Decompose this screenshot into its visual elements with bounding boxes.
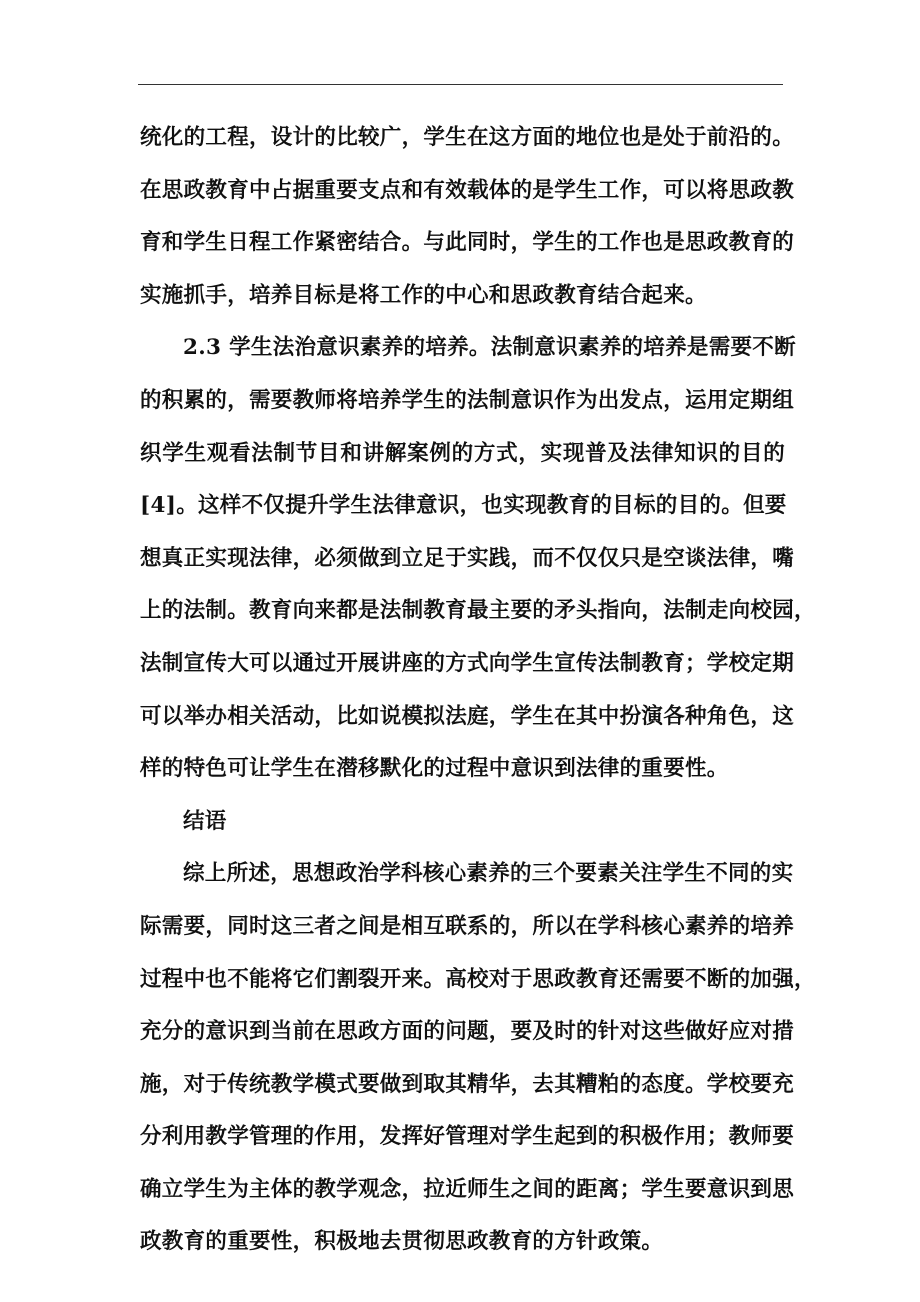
text-line: 施，对于传统教学模式要做到取其精华，去其糟粕的态度。学校要充: [140, 1071, 795, 1097]
text-line: 在思政教育中占据重要支点和有效载体的是学生工作，可以将思政教: [140, 177, 795, 203]
text-line: 样的特色可让学生在潜移默化的过程中意识到法律的重要性。: [140, 756, 729, 782]
body-text: [140, 112, 816, 1269]
text-line: 充分的意识到当前在思政方面的问题，要及时的针对这些做好应对措: [140, 1019, 795, 1045]
header-rule: [138, 84, 783, 85]
text-line: 过程中也不能将它们割裂开来。高校对于思政教育还需要不断的加强，: [140, 966, 816, 992]
text-line: 法制宣传大可以通过开展讲座的方式向学生宣传法制教育；学校定期: [140, 650, 795, 676]
text-line: 可以举办相关活动，比如说模拟法庭，学生在其中扮演各种角色，这: [140, 703, 795, 729]
text-line: [4]。这样不仅提升学生法律意识，也实现教育的目标的目的。但要: [140, 493, 787, 519]
text-line: 确立学生为主体的教学观念，拉近师生之间的距离；学生要意识到思: [140, 1176, 795, 1202]
text-line: 分利用教学管理的作用，发挥好管理对学生起到的积极作用；教师要: [140, 1124, 795, 1150]
text-line: 育和学生日程工作紧密结合。与此同时，学生的工作也是思政教育的: [140, 230, 795, 256]
text-line: 际需要，同时这三者之间是相互联系的，所以在学科核心素养的培养: [140, 913, 795, 939]
text-line: 政教育的重要性，积极地去贯彻思政教育的方针政策。: [140, 1229, 664, 1255]
text-line: 综上所述，思想政治学科核心素养的三个要素关注学生不同的实: [183, 861, 794, 887]
text-line: 实施抓手，培养目标是将工作的中心和思政教育结合起来。: [140, 282, 707, 308]
text-line: 织学生观看法制节目和讲解案例的方式，实现普及法律知识的目的: [140, 440, 785, 466]
section-heading-line: 2.3 学生法治意识素养的培养。法制意识素养的培养是需要不断: [183, 335, 796, 361]
text-line: 的积累的，需要教师将培养学生的法制意识作为出发点，运用定期组: [140, 387, 795, 413]
conclusion-heading: 结语: [183, 808, 227, 834]
text-line: 统化的工程，设计的比较广，学生在这方面的地位也是处于前沿的。: [140, 125, 795, 150]
text-line: 上的法制。教育向来都是法制教育最主要的矛头指向，法制走向校园，: [140, 598, 816, 624]
text-line: 想真正实现法律，必须做到立足于实践，而不仅仅只是空谈法律，嘴: [140, 545, 795, 571]
